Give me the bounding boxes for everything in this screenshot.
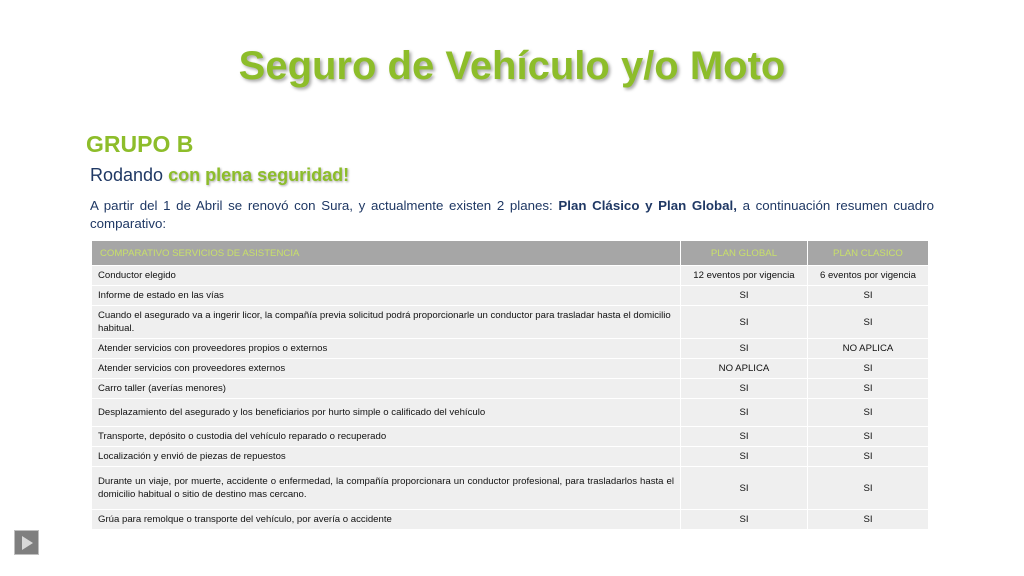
next-slide-button[interactable] — [14, 530, 39, 555]
header-plan-clasico: PLAN CLASICO — [807, 241, 928, 266]
row-plan-global: SI — [681, 467, 808, 510]
row-plan-global: SI — [681, 286, 808, 306]
row-service: Localización y envió de piezas de repuestos — [92, 447, 681, 467]
row-plan-clasico: 6 eventos por vigencia — [807, 266, 928, 286]
row-plan-global: NO APLICA — [681, 359, 808, 379]
table-row — [92, 306, 929, 339]
row-plan-clasico: NO APLICA — [807, 339, 928, 359]
row-service: Durante un viaje, por muerte, accidente o enfermedad, la compañía proporcionara un conductor profesional, para trasladarlos hasta el domicilio habitual o sitio de destino mas cercano. — [92, 467, 681, 510]
row-service: Desplazamiento del asegurado y los beneficiarios por hurto simple o calificado del vehículo — [92, 399, 681, 427]
table-row — [92, 467, 929, 510]
row-plan-global: SI — [681, 510, 808, 530]
intro-text-1: A partir del 1 de Abril se renovó con Sura, y actualmente existen 2 planes: — [90, 198, 559, 213]
row-plan-clasico: SI — [807, 286, 928, 306]
subtitle-prefix: Rodando — [90, 165, 169, 185]
row-service: Grúa para remolque o transporte del vehículo, por avería o accidente — [92, 510, 681, 530]
header-plan-global: PLAN GLOBAL — [681, 241, 808, 266]
table-row — [92, 286, 929, 306]
row-plan-global: SI — [681, 447, 808, 467]
group-heading: GRUPO B — [86, 131, 194, 157]
row-service: Informe de estado en las vías — [92, 286, 681, 306]
comparison-table — [91, 240, 929, 530]
row-service: Atender servicios con proveedores externos — [92, 359, 681, 379]
table-row — [92, 399, 929, 427]
row-plan-global: SI — [681, 379, 808, 399]
row-plan-clasico: SI — [807, 306, 928, 339]
row-plan-clasico: SI — [807, 359, 928, 379]
play-next-icon — [22, 536, 33, 550]
subtitle-highlight: con plena seguridad! — [168, 165, 350, 185]
row-service: Transporte, depósito o custodia del vehículo reparado o recuperado — [92, 427, 681, 447]
row-plan-global: SI — [681, 399, 808, 427]
header-services: COMPARATIVO SERVICIOS DE ASISTENCIA — [92, 241, 681, 266]
row-service: Atender servicios con proveedores propios o externos — [92, 339, 681, 359]
row-plan-clasico: SI — [807, 399, 928, 427]
table-row — [92, 447, 929, 467]
table-row — [92, 427, 929, 447]
row-plan-clasico: SI — [807, 510, 928, 530]
slide-title: Seguro de Vehículo y/o Moto — [238, 44, 786, 88]
table-header-row — [92, 241, 929, 266]
table-row — [92, 510, 929, 530]
table-row — [92, 339, 929, 359]
row-plan-clasico: SI — [807, 427, 928, 447]
intro-paragraph — [90, 197, 934, 233]
row-service: Conductor elegido — [92, 266, 681, 286]
table-row — [92, 266, 929, 286]
row-service: Carro taller (averías menores) — [92, 379, 681, 399]
subtitle — [90, 165, 349, 186]
row-service: Cuando el asegurado va a ingerir licor, la compañía previa solicitud podrá proporcionarle un conductor para trasladar hasta el domicilio habitual. — [92, 306, 681, 339]
row-plan-clasico: SI — [807, 379, 928, 399]
table-row — [92, 359, 929, 379]
row-plan-clasico: SI — [807, 447, 928, 467]
intro-text-2: a continuación resumen cuadro comparativo: — [90, 198, 934, 231]
intro-bold: Plan Clásico y Plan Global, — [558, 198, 737, 213]
row-plan-global: 12 eventos por vigencia — [681, 266, 808, 286]
row-plan-global: SI — [681, 339, 808, 359]
row-plan-global: SI — [681, 427, 808, 447]
table-row — [92, 379, 929, 399]
row-plan-global: SI — [681, 306, 808, 339]
row-plan-clasico: SI — [807, 467, 928, 510]
